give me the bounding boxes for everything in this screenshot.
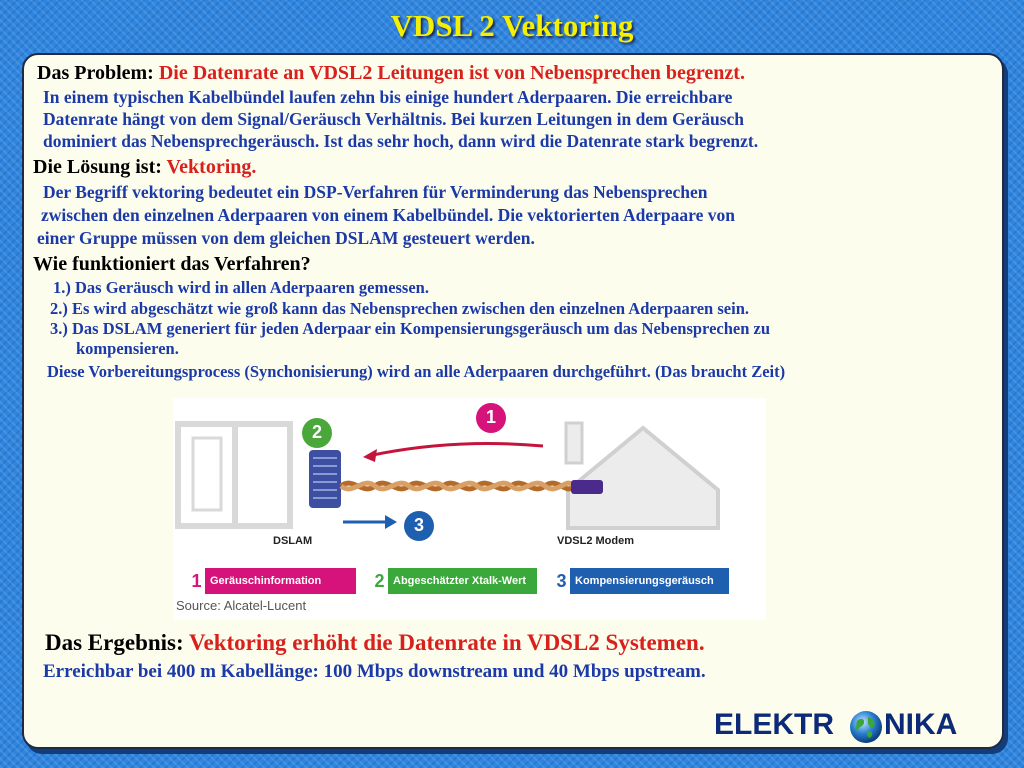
- solution-line-2: zwischen den einzelnen Aderpaaren von einem Kabelbündel. Die vektorierten Aderpaare von: [41, 205, 735, 225]
- legend-text-1: Geräuschinformation: [210, 575, 322, 587]
- solution-heading: [33, 156, 256, 179]
- method-step-3: 3.) Das DSLAM generiert für jeden Aderpaar ein Kompensierungsgeräusch um das Nebensprechen zu: [50, 319, 771, 338]
- result-line: Erreichbar bei 400 m Kabellänge: 100 Mbps downstream und 40 Mbps upstream.: [43, 661, 706, 682]
- method-step-3-continued: kompensieren.: [76, 339, 179, 358]
- badge-1-label: 1: [485, 407, 496, 427]
- modem-icon: [571, 480, 603, 494]
- solution-line-1: Der Begriff vektoring bedeutet ein DSP-Verfahren für Verminderung das Nebensprechen: [43, 182, 708, 202]
- problem-line-2: Datenrate hängt von dem Signal/Geräusch Verhältnis. Bei kurzen Leitungen in dem Geräusch: [43, 109, 745, 129]
- legend-number-1: 1: [188, 568, 205, 594]
- problem-statement: Die Datenrate an VDSL2 Leitungen ist von Nebensprechen begrenzt.: [158, 62, 745, 84]
- vectoring-diagram: [173, 398, 766, 620]
- problem-heading: [37, 62, 745, 85]
- badge-3-label: 3: [413, 515, 424, 535]
- modem-label: VDSL2 Modem: [557, 535, 635, 547]
- dslam-cabinet-icon: [178, 424, 290, 526]
- figure-source: Source: Alcatel-Lucent: [176, 598, 307, 613]
- legend-item-1: [188, 568, 356, 594]
- method-step-1: 1.) Das Geräusch wird in allen Aderpaaren gemessen.: [53, 278, 429, 297]
- result-statement: Vektoring erhöht die Datenrate in VDSL2 Systemen.: [189, 630, 705, 655]
- problem-label: Das Problem:: [37, 62, 159, 84]
- legend-number-2: 2: [371, 568, 388, 594]
- result-label: Das Ergebnis:: [45, 630, 189, 655]
- dslam-device-icon: [309, 450, 341, 508]
- logo-text-left: ELEKTR: [714, 708, 834, 741]
- method-note: Diese Vorbereitungsprocess (Synchonisierung) wird an alle Aderpaaren durchgeführt. (Das braucht Zeit): [47, 362, 786, 381]
- elektronika-logo: [714, 708, 964, 748]
- logo-text-right: NIKA: [884, 708, 958, 741]
- dslam-label: DSLAM: [273, 535, 313, 547]
- legend-item-2: [371, 568, 537, 594]
- globe-icon: [848, 709, 884, 745]
- legend-number-3: 3: [553, 568, 570, 594]
- solution-label: Die Lösung ist:: [33, 156, 167, 178]
- twisted-pair-cable-icon: [341, 483, 573, 489]
- legend-item-3: [553, 568, 729, 594]
- badge-2-label: 2: [311, 422, 322, 442]
- house-icon: [566, 423, 718, 528]
- problem-line-1: In einem typischen Kabelbündel laufen zehn bis einige hundert Aderpaaren. Die erreichbare: [43, 87, 733, 107]
- arrow-3-icon: [343, 515, 397, 529]
- problem-line-3: dominiert das Nebensprechgeräusch. Ist das sehr hoch, dann wird die Datenrate stark begrenzt.: [43, 131, 759, 151]
- method-heading: Wie funktioniert das Verfahren?: [33, 253, 311, 275]
- method-step-2: 2.) Es wird abgeschätzt wie groß kann das Nebensprechen zwischen den einzelnen Aderpaaren sein.: [50, 299, 749, 318]
- result-heading: [45, 630, 705, 656]
- solution-value: Vektoring.: [166, 156, 257, 178]
- legend-text-2: Abgeschätzter Xtalk-Wert: [393, 575, 527, 587]
- arrow-1-icon: [363, 444, 543, 462]
- solution-line-3: einer Gruppe müssen von dem gleichen DSLAM gesteuert werden.: [37, 228, 535, 248]
- slide-title: VDSL 2 Vektoring: [390, 8, 634, 43]
- legend-text-3: Kompensierungsgeräusch: [575, 575, 714, 587]
